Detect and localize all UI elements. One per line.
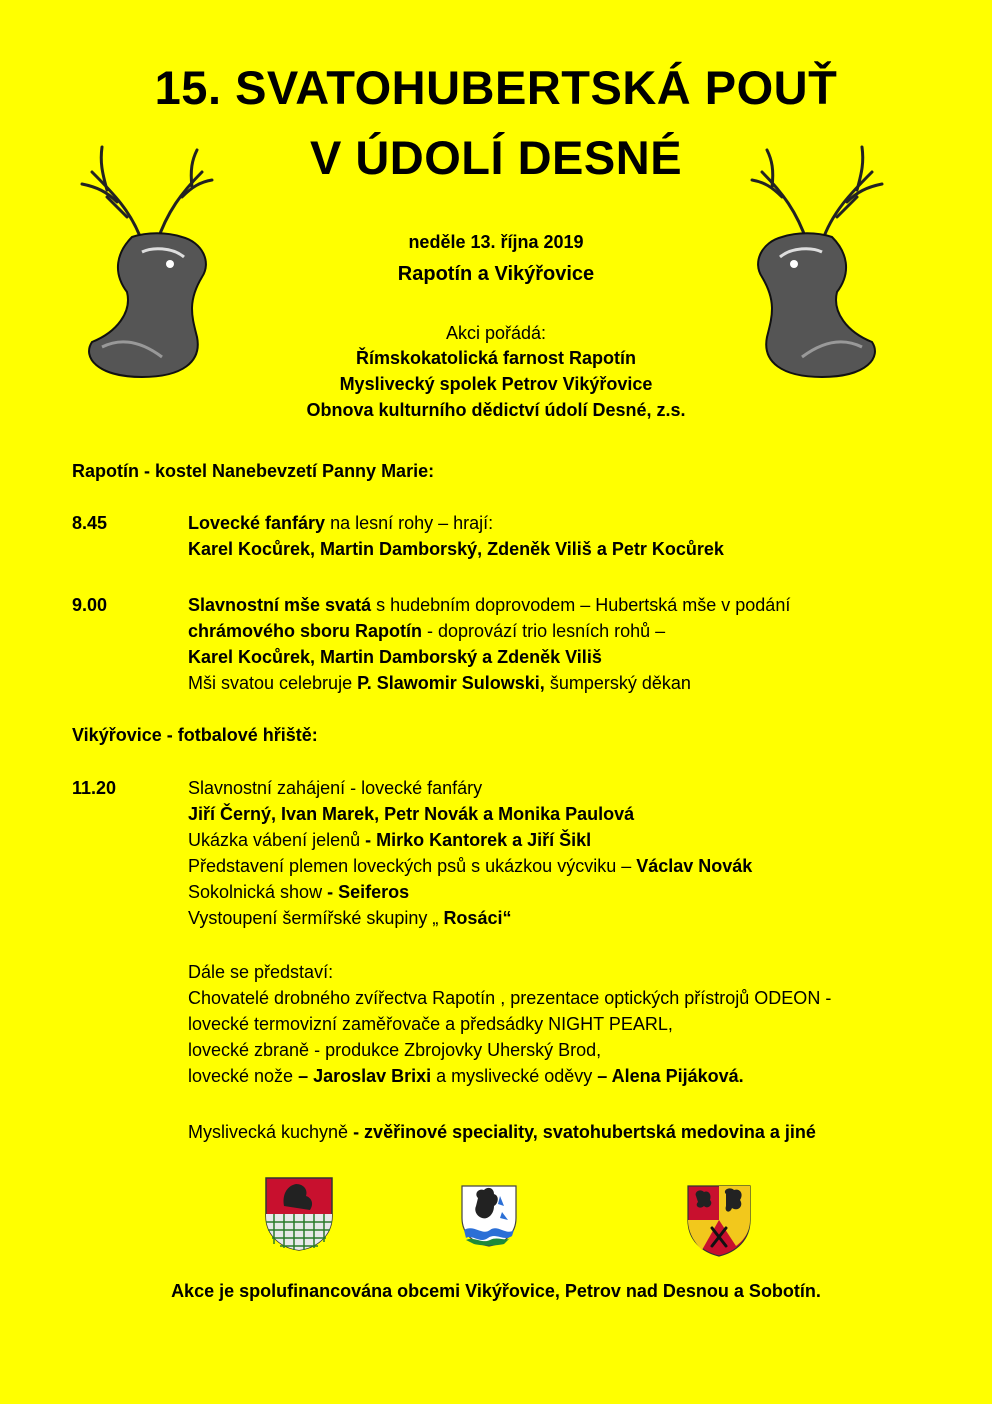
- event-line: [188, 879, 409, 905]
- event-line: [188, 1119, 816, 1145]
- event-line: [188, 905, 511, 931]
- event-highlight: Václav Novák: [636, 856, 753, 876]
- event-performers: Karel Kocůrek, Martin Damborský a Zdeněk Viliš: [188, 647, 602, 667]
- event-text: na lesní rohy – hrají:: [325, 513, 494, 533]
- event-performers: Karel Kocůrek, Martin Damborský, Zdeněk Viliš a Petr Kocůrek: [188, 539, 724, 559]
- event-highlight: – Jaroslav Brixi: [298, 1066, 432, 1086]
- event-line: Dále se představí:: [188, 962, 334, 982]
- event-line: lovecké termovizní zaměřovače a předsádky NIGHT PEARL,: [188, 1014, 673, 1034]
- organizers-label: Akci pořádá:: [445, 323, 547, 343]
- event-text: šumperský děkan: [544, 673, 691, 693]
- event-highlight: Rosáci“: [443, 908, 512, 928]
- event-highlight: - Seiferos: [322, 882, 410, 902]
- event-highlight: – Alena Pijáková.: [597, 1066, 744, 1086]
- event-place: Rapotín a Vikýřovice: [397, 263, 595, 285]
- event-line: Slavnostní zahájení - lovecké fanfáry: [188, 778, 483, 798]
- organizer-item: Římskokatolická farnost Rapotín: [355, 348, 637, 368]
- event-line: [188, 853, 752, 879]
- event-line: lovecké zbraně - produkce Zbrojovky Uherský Brod,: [188, 1040, 602, 1060]
- funding-note: Akce je spolufinancována obcemi Vikýřovice, Petrov nad Desnou a Sobotín.: [171, 1281, 821, 1301]
- event-highlight: Slavnostní mše svatá: [188, 595, 372, 615]
- section-heading-vikyrovice: Vikýřovice - fotbalové hřiště:: [72, 725, 318, 745]
- event-text: Myslivecká kuchyně: [188, 1122, 354, 1142]
- event-time: 9.00: [72, 595, 108, 615]
- event-highlight: Lovecké fanfáry: [188, 513, 326, 533]
- event-line: [188, 670, 691, 696]
- event-time: 8.45: [72, 513, 108, 533]
- event-line: [188, 510, 493, 536]
- event-line: [188, 592, 790, 618]
- event-text: - doprovází trio lesních rohů –: [422, 621, 666, 641]
- section-heading-rapotin: Rapotín - kostel Nanebevzetí Panny Marie:: [72, 461, 435, 481]
- page-title-line1: 15. SVATOHUBERTSKÁ POUŤ: [154, 61, 838, 114]
- event-text: s hudebním doprovodem – Hubertská mše v podání: [371, 595, 791, 615]
- event-date: neděle 13. října 2019: [408, 232, 584, 252]
- organizer-item: Myslivecký spolek Petrov Vikýřovice: [339, 374, 653, 394]
- sobotin-coat-of-arms-image: [686, 1184, 752, 1258]
- event-line: [188, 618, 665, 644]
- vikyrovice-coat-of-arms-image: [264, 1176, 334, 1252]
- event-line: Chovatelé drobného zvířectva Rapotín , prezentace optických přístrojů ODEON -: [188, 988, 832, 1008]
- event-text: Ukázka vábení jelenů: [188, 830, 361, 850]
- page-title-line2: V ÚDOLÍ DESNÉ: [309, 131, 683, 184]
- event-text: Mši svatou celebruje: [188, 673, 358, 693]
- event-text: Vystoupení šermířské skupiny „: [188, 908, 444, 928]
- event-highlight: P. Slawomir Sulowski,: [357, 673, 545, 693]
- event-text: Sokolnická show: [188, 882, 323, 902]
- event-highlight: - Mirko Kantorek a Jiří Šikl: [360, 830, 592, 850]
- organizer-item: Obnova kulturního dědictví údolí Desné, z.s.: [306, 400, 686, 420]
- event-text: Představení plemen loveckých psů s ukázkou výcviku –: [188, 856, 637, 876]
- event-highlight: - zvěřinové speciality, svatohubertská medovina a jiné: [353, 1122, 816, 1142]
- petrov-nad-desnou-coat-of-arms-image: [460, 1184, 518, 1248]
- event-line: [188, 1063, 744, 1089]
- event-time: 11.20: [72, 778, 117, 798]
- event-text: a myslivecké oděvy: [431, 1066, 598, 1086]
- event-performers: Jiří Černý, Ivan Marek, Petr Novák a Monika Paulová: [188, 804, 635, 824]
- event-text: lovecké nože: [188, 1066, 299, 1086]
- event-highlight: chrámového sboru Rapotín: [188, 621, 423, 641]
- event-line: [188, 827, 591, 853]
